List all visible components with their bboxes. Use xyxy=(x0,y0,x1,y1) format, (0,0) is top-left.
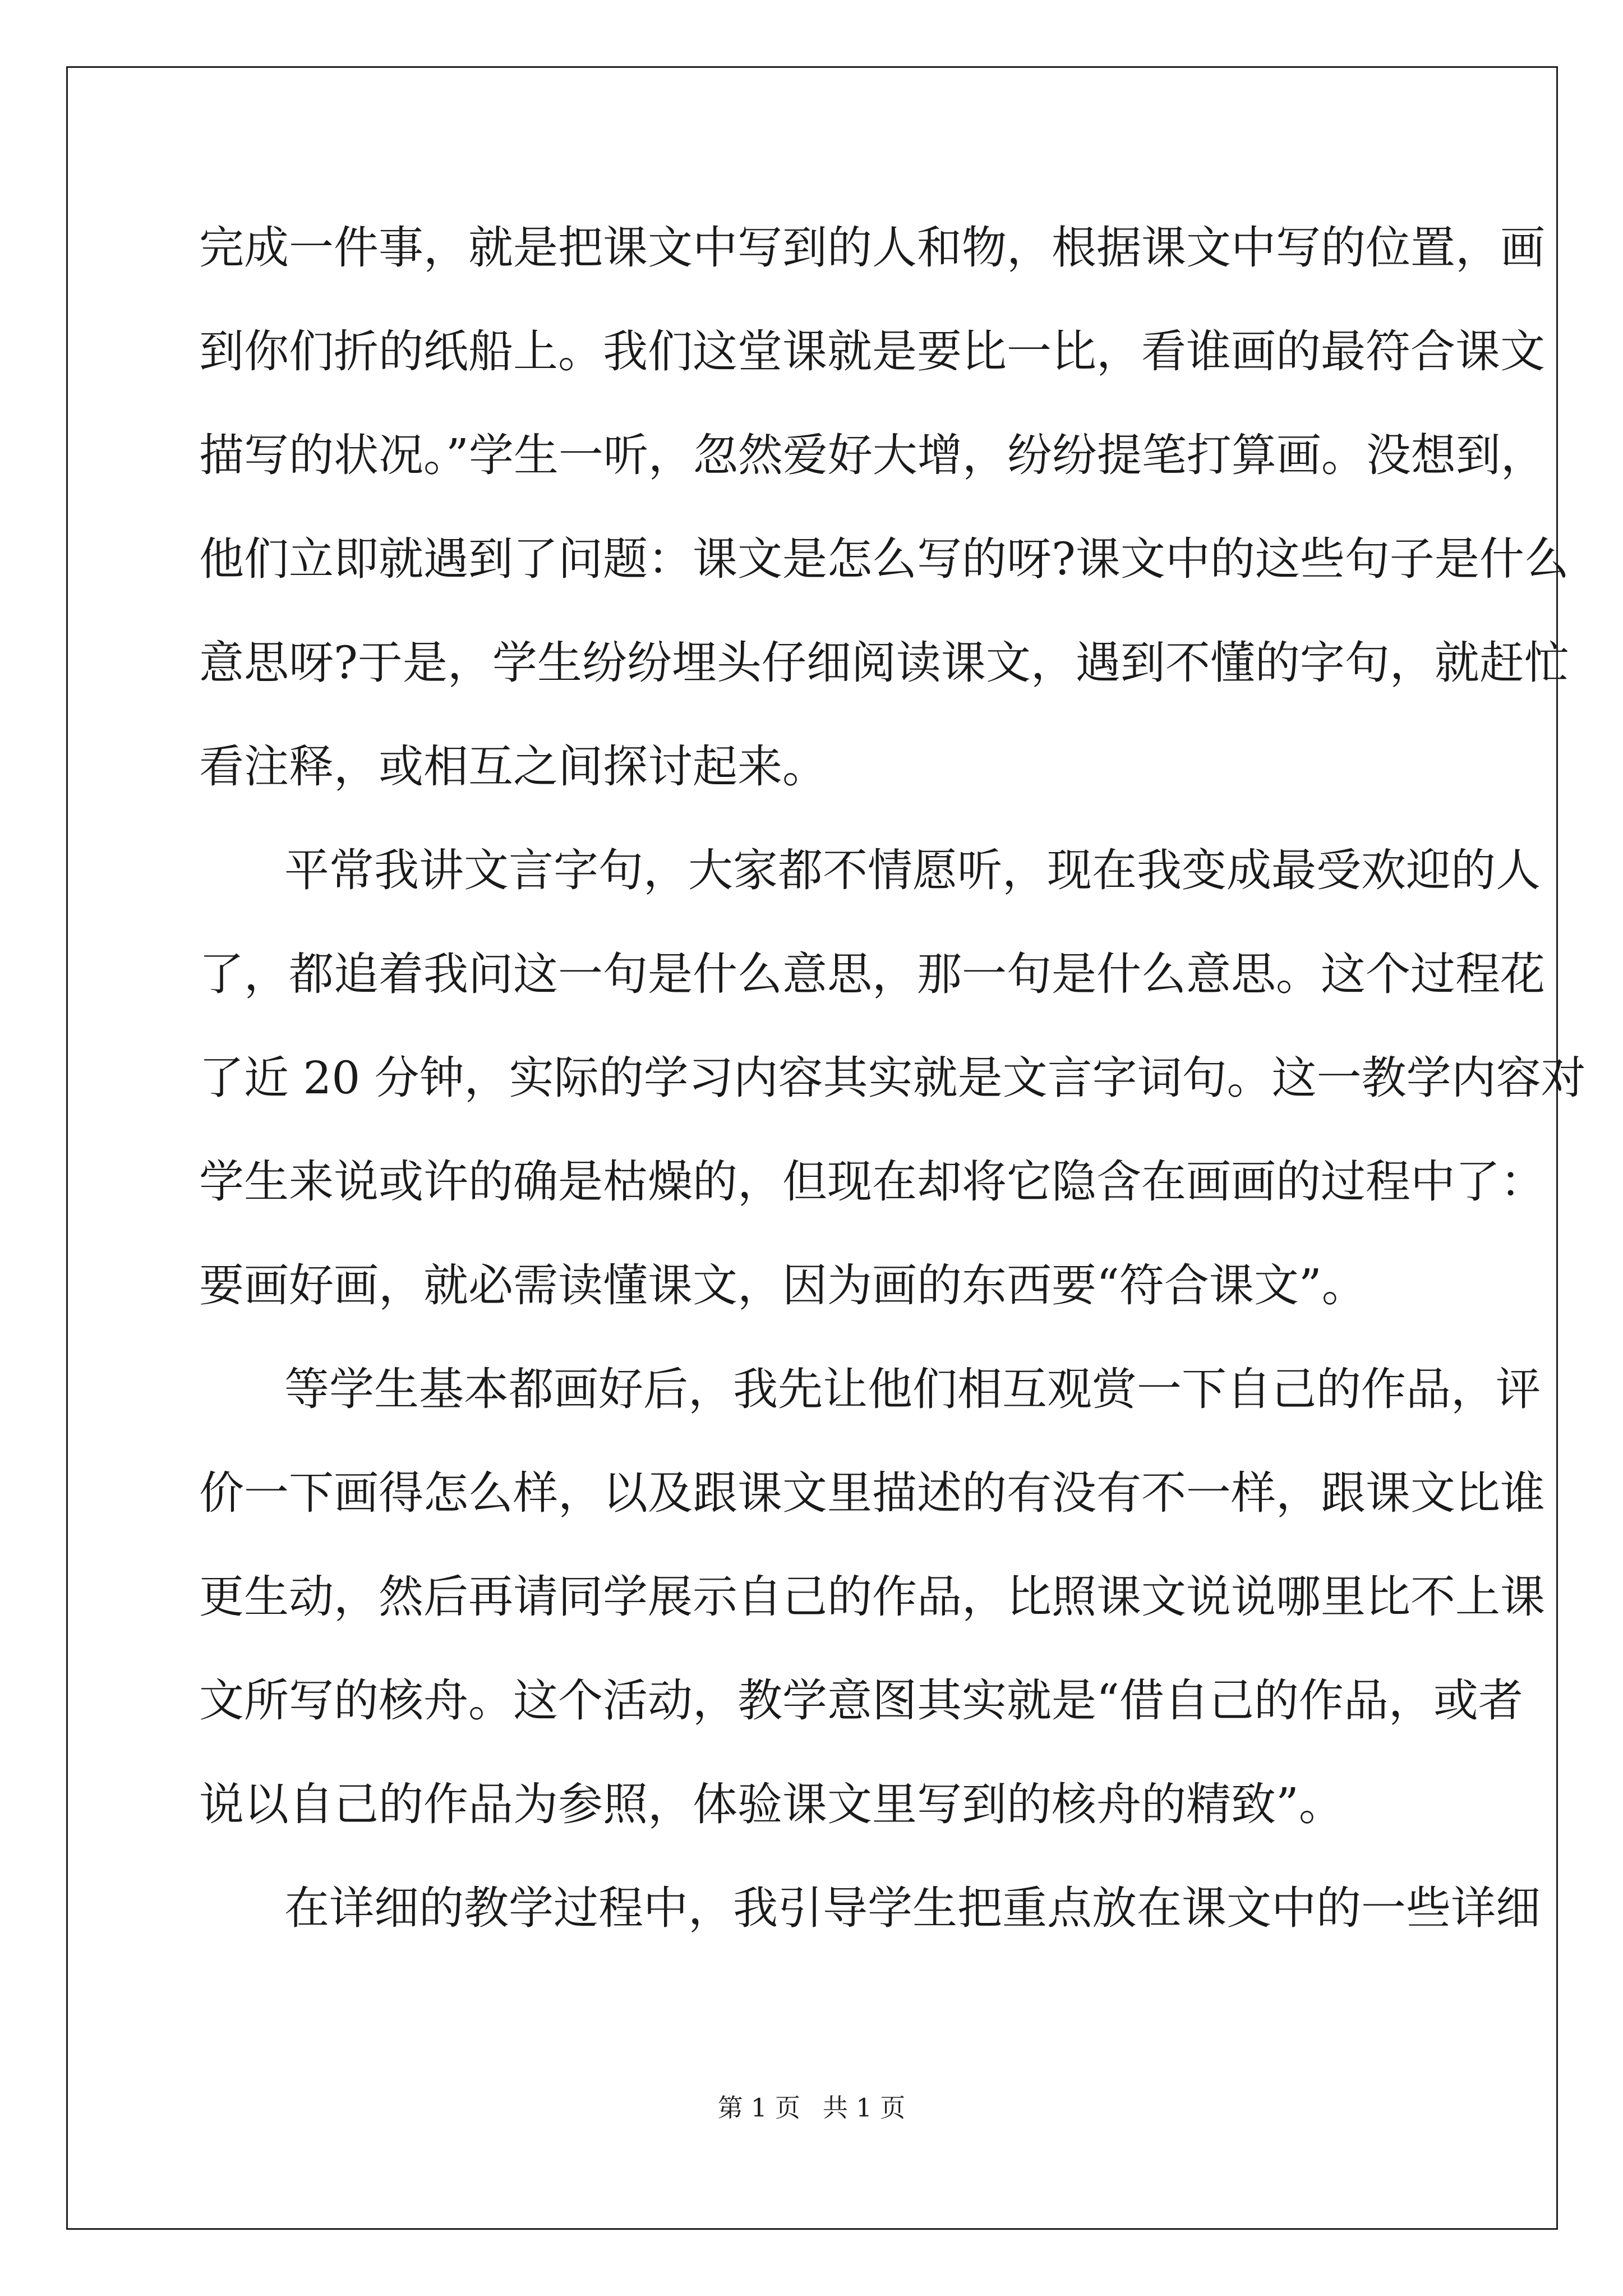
text-line: 说以自己的作品为参照，体验课文里写到的核舟的精致”。 xyxy=(199,1778,1344,1830)
page-total: 共 1 页 xyxy=(823,2093,906,2123)
text-line: 看注释，或相互之间探讨起来。 xyxy=(199,740,827,793)
text-line: 描写的状况。”学生一听，忽然爱好大增，纷纷提笔打算画。没想到， xyxy=(199,429,1546,481)
text-line: 完成一件事，就是把课文中写到的人和物，根据课文中写的位置，画 xyxy=(199,222,1545,274)
text-line: 意思呀?于是，学生纷纷埋头仔细阅读课文，遇到不懂的字句，就赶忙 xyxy=(199,637,1569,689)
text-line: 他们立即就遇到了问题：课文是怎么写的呀?课文中的这些句子是什么 xyxy=(199,533,1569,585)
text-line: 要画好画，就必需读懂课文，因为画的东西要“符合课文”。 xyxy=(199,1259,1367,1312)
text-line: 更生动，然后再请同学展示自己的作品，比照课文说说哪里比不上课 xyxy=(199,1571,1545,1623)
document-body xyxy=(199,211,1586,1976)
text-line: 价一下画得怎么样，以及跟课文里描述的有没有不一样，跟课文比谁 xyxy=(199,1467,1545,1519)
page-footer xyxy=(0,2091,1623,2125)
text-line: 文所写的核舟。这个活动，教学意图其实就是“借自己的作品，或者 xyxy=(199,1674,1523,1727)
text-line: 学生来说或许的确是枯燥的，但现在却将它隐含在画画的过程中了： xyxy=(199,1156,1545,1208)
text-line: 了，都追着我问这一句是什么意思，那一句是什么意思。这个过程花 xyxy=(199,948,1545,1000)
text-line: 在详细的教学过程中，我引导学生把重点放在课文中的一些详细 xyxy=(284,1882,1541,1934)
text-line: 到你们折的纸船上。我们这堂课就是要比一比，看谁画的最符合课文 xyxy=(199,325,1545,378)
text-line: 平常我讲文言字句，大家都不情愿听，现在我变成最受欢迎的人 xyxy=(284,844,1541,896)
page-number: 第 1 页 xyxy=(717,2093,800,2123)
text-line: 了近 20 分钟，实际的学习内容其实就是文言字词句。这一教学内容对 xyxy=(199,1052,1586,1104)
text-line: 等学生基本都画好后，我先让他们相互观赏一下自己的作品，评 xyxy=(284,1363,1541,1415)
